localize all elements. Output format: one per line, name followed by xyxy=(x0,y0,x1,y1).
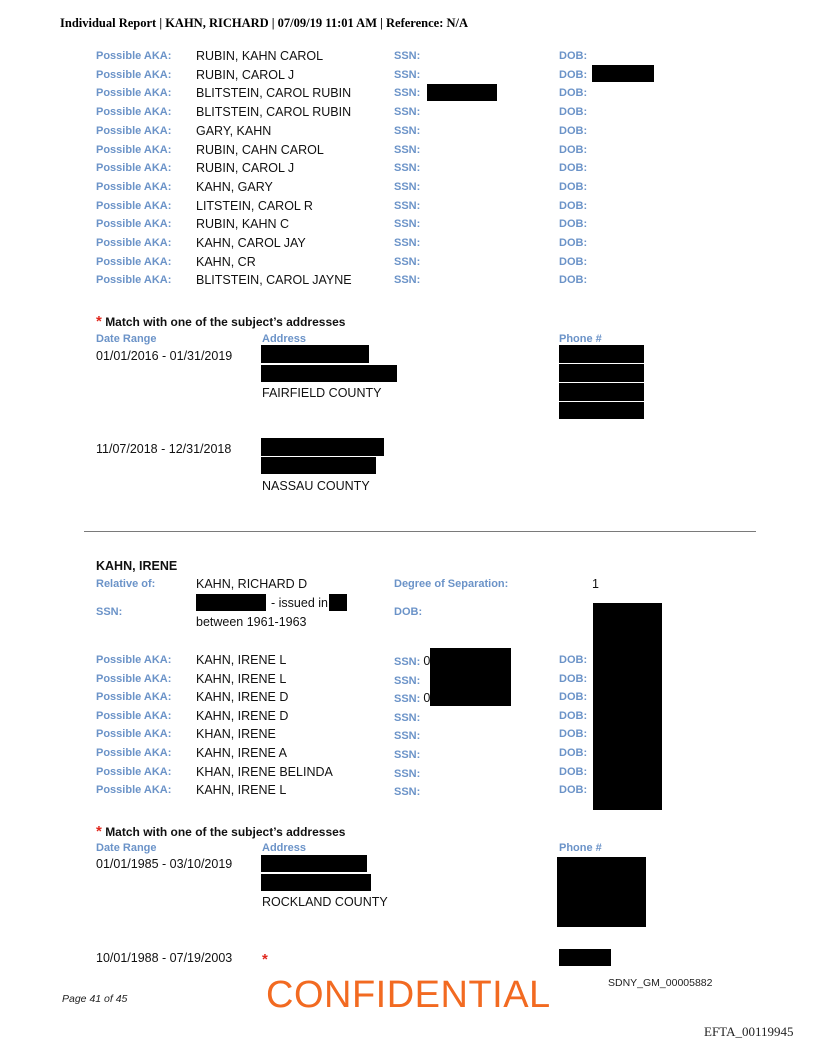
dob-label: DOB: xyxy=(559,784,588,796)
dob-label: DOB: xyxy=(394,606,423,618)
required-star-icon: * xyxy=(262,951,268,968)
dob-label: DOB: xyxy=(559,691,588,703)
efta-number: EFTA_00119945 xyxy=(704,1024,794,1039)
address-label-2: Address xyxy=(262,842,307,854)
ssn-label: SSN: xyxy=(96,606,123,618)
dob-label: DOB: xyxy=(559,144,588,156)
relative-of-value: KAHN, RICHARD D xyxy=(196,577,308,591)
ssn-label: SSN: xyxy=(394,237,421,249)
phone-label-2: Phone # xyxy=(559,842,602,854)
aka-name: KAHN, GARY xyxy=(196,180,273,194)
dob-label: DOB: xyxy=(559,218,588,230)
aka-name: KHAN, IRENE BELINDA xyxy=(196,765,333,779)
dob-label: DOB: xyxy=(559,256,588,268)
phone-label-1: Phone # xyxy=(559,333,602,345)
ssn-label: SSN: xyxy=(394,125,421,137)
ssn-between-text: between 1961-1963 xyxy=(196,615,307,629)
redaction-block xyxy=(261,438,384,456)
aka-name: KAHN, CR xyxy=(196,255,256,269)
ssn-label: SSN: xyxy=(394,218,421,230)
dob-label: DOB: xyxy=(559,766,588,778)
redaction-block xyxy=(261,874,371,891)
dob-label: DOB: xyxy=(559,125,588,137)
aka-label: Possible AKA: xyxy=(96,728,172,740)
county-value: ROCKLAND COUNTY xyxy=(262,895,388,909)
redaction-block xyxy=(261,457,376,474)
county-value: FAIRFIELD COUNTY xyxy=(262,386,382,400)
section-divider xyxy=(84,531,756,532)
aka-name: KAHN, CAROL JAY xyxy=(196,236,306,250)
ssn-label: SSN: xyxy=(394,106,421,118)
redaction-block xyxy=(559,383,644,401)
aka-name: KAHN, IRENE A xyxy=(196,746,287,760)
county-value: NASSAU COUNTY xyxy=(262,479,370,493)
aka-label: Possible AKA: xyxy=(96,654,172,666)
aka-label: Possible AKA: xyxy=(96,691,172,703)
aka-name: KHAN, IRENE xyxy=(196,727,276,741)
dob-label: DOB: xyxy=(559,710,588,722)
ssn-label: SSN: xyxy=(394,144,421,156)
dob-label: DOB: xyxy=(559,69,588,81)
aka-label: Possible AKA: xyxy=(96,144,172,156)
dob-label: DOB: xyxy=(559,654,588,666)
ssn-label: SSN: xyxy=(394,200,421,212)
dob-label: DOB: xyxy=(559,87,588,99)
date-range-value: 10/01/1988 - 07/19/2003 xyxy=(96,951,233,965)
ssn-label: SSN: xyxy=(394,256,421,268)
required-star-icon: * xyxy=(96,823,102,840)
ssn-label: SSN: 0 xyxy=(394,691,431,705)
redaction-block xyxy=(559,949,611,966)
dob-label: DOB: xyxy=(559,106,588,118)
person-name-heading: KAHN, IRENE xyxy=(96,559,178,573)
ssn-label: SSN: xyxy=(394,675,421,687)
aka-label: Possible AKA: xyxy=(96,106,172,118)
ssn-label: SSN: xyxy=(394,87,421,99)
ssn-label: SSN: xyxy=(394,786,421,798)
aka-label: Possible AKA: xyxy=(96,125,172,137)
aka-name: LITSTEIN, CAROL R xyxy=(196,199,313,213)
ssn-label: SSN: 0 xyxy=(394,654,431,668)
ssn-label: SSN: xyxy=(394,712,421,724)
redaction-block xyxy=(196,594,266,611)
report-header: Individual Report | KAHN, RICHARD | 07/09/19 11:01 AM | Reference: N/A xyxy=(60,16,469,30)
dob-label: DOB: xyxy=(559,237,588,249)
redaction-block xyxy=(329,594,347,611)
aka-label: Possible AKA: xyxy=(96,673,172,685)
dob-label: DOB: xyxy=(559,181,588,193)
date-range-value: 01/01/2016 - 01/31/2019 xyxy=(96,349,233,363)
ssn-label: SSN: xyxy=(394,69,421,81)
aka-label: Possible AKA: xyxy=(96,69,172,81)
ssn-fragment: 0 xyxy=(423,654,431,668)
aka-label: Possible AKA: xyxy=(96,747,172,759)
aka-label: Possible AKA: xyxy=(96,274,172,286)
aka-label: Possible AKA: xyxy=(96,200,172,212)
ssn-label: SSN: xyxy=(394,274,421,286)
dob-label: DOB: xyxy=(559,50,588,62)
ssn-issued-text: - issued in xyxy=(271,596,328,610)
redaction-block xyxy=(559,345,644,363)
aka-label: Possible AKA: xyxy=(96,784,172,796)
aka-name: KAHN, IRENE D xyxy=(196,690,289,704)
aka-name: KAHN, IRENE L xyxy=(196,672,287,686)
dob-label: DOB: xyxy=(559,162,588,174)
aka-label: Possible AKA: xyxy=(96,218,172,230)
degree-value: 1 xyxy=(592,577,599,591)
aka-label: Possible AKA: xyxy=(96,766,172,778)
aka-name: RUBIN, KAHN CAROL xyxy=(196,49,324,63)
relative-of-label: Relative of: xyxy=(96,578,156,590)
aka-name: KAHN, IRENE L xyxy=(196,783,287,797)
ssn-label: SSN: xyxy=(394,768,421,780)
aka-name: BLITSTEIN, CAROL JAYNE xyxy=(196,273,352,287)
match-heading-2: * Match with one of the subject’s addresses xyxy=(96,823,346,840)
ssn-label: SSN: xyxy=(394,50,421,62)
date-range-label-2: Date Range xyxy=(96,842,157,854)
aka-label: Possible AKA: xyxy=(96,710,172,722)
aka-label: Possible AKA: xyxy=(96,50,172,62)
aka-name: RUBIN, KAHN C xyxy=(196,217,290,231)
dob-label: DOB: xyxy=(559,673,588,685)
aka-name: RUBIN, CAROL J xyxy=(196,68,295,82)
redaction-block xyxy=(559,364,644,382)
ssn-fragment: 0 xyxy=(423,691,431,705)
redaction-block xyxy=(430,648,511,706)
ssn-label: SSN: xyxy=(394,730,421,742)
aka-name: KAHN, IRENE L xyxy=(196,653,287,667)
aka-label: Possible AKA: xyxy=(96,162,172,174)
confidential-stamp: CONFIDENTIAL xyxy=(266,974,551,1016)
redaction-block xyxy=(593,603,662,810)
dob-label: DOB: xyxy=(559,274,588,286)
address-label-1: Address xyxy=(262,333,307,345)
aka-name: BLITSTEIN, CAROL RUBIN xyxy=(196,86,352,100)
aka-label: Possible AKA: xyxy=(96,87,172,99)
redaction-block xyxy=(261,855,367,872)
ssn-label: SSN: xyxy=(394,749,421,761)
bates-number: SDNY_GM_00005882 xyxy=(608,977,713,989)
date-range-label-1: Date Range xyxy=(96,333,157,345)
redaction-block xyxy=(427,84,497,101)
aka-name: RUBIN, CAROL J xyxy=(196,161,295,175)
required-star-icon: * xyxy=(96,313,102,330)
ssn-label: SSN: xyxy=(394,181,421,193)
aka-name: BLITSTEIN, CAROL RUBIN xyxy=(196,105,352,119)
redaction-block xyxy=(559,402,644,419)
dob-label: DOB: xyxy=(559,200,588,212)
redaction-block xyxy=(261,345,369,363)
degree-label: Degree of Separation: xyxy=(394,578,509,590)
redaction-block xyxy=(557,857,646,927)
ssn-label: SSN: xyxy=(394,162,421,174)
redaction-block xyxy=(261,365,397,382)
aka-label: Possible AKA: xyxy=(96,237,172,249)
dob-label: DOB: xyxy=(559,728,588,740)
aka-name: GARY, KAHN xyxy=(196,124,272,138)
redaction-block xyxy=(592,65,654,82)
dob-label: DOB: xyxy=(559,747,588,759)
date-range-value: 01/01/1985 - 03/10/2019 xyxy=(96,857,233,871)
page-number: Page 41 of 45 xyxy=(62,993,128,1005)
aka-name: KAHN, IRENE D xyxy=(196,709,289,723)
match-heading-1: * Match with one of the subject’s addresses xyxy=(96,313,346,330)
aka-name: RUBIN, CAHN CAROL xyxy=(196,143,324,157)
aka-label: Possible AKA: xyxy=(96,256,172,268)
date-range-value: 11/07/2018 - 12/31/2018 xyxy=(96,442,232,456)
aka-label: Possible AKA: xyxy=(96,181,172,193)
